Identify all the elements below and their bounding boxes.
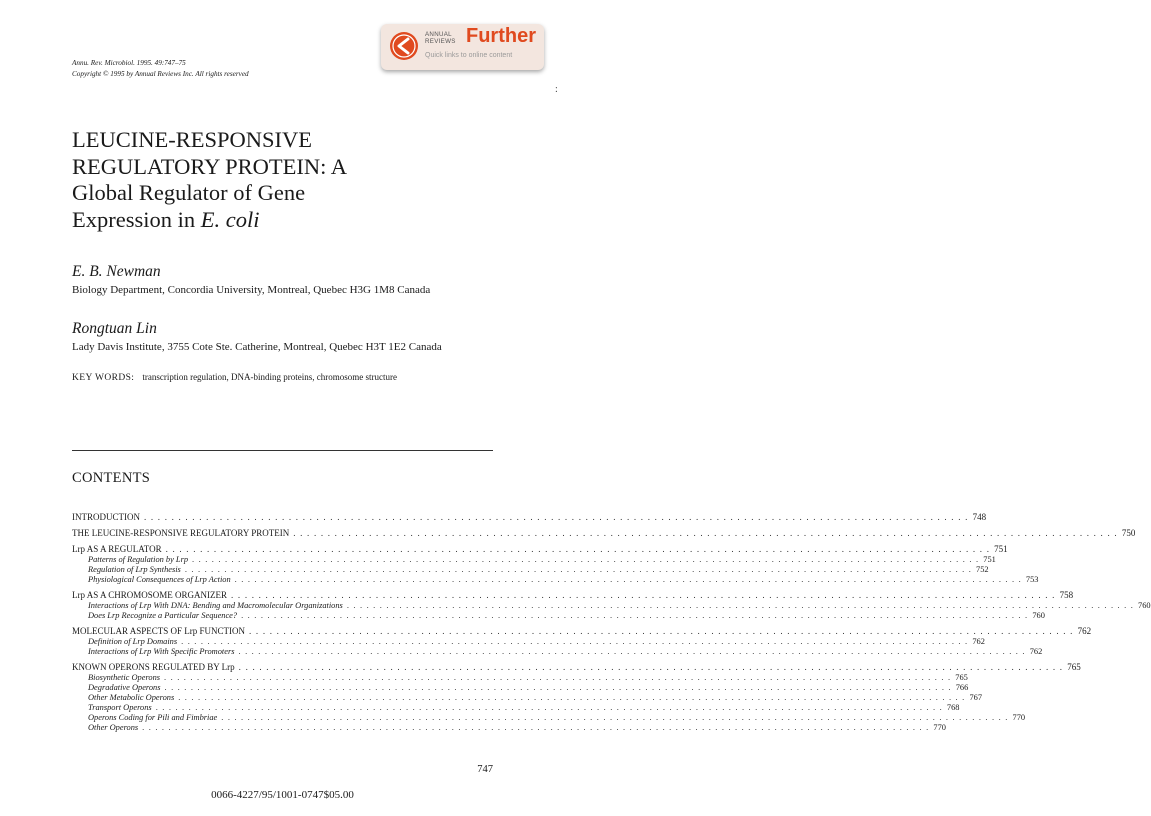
toc-subentry — [72, 555, 996, 565]
journal-reference — [72, 58, 249, 79]
toc-entry-title: MOLECULAR ASPECTS OF Lrp FUNCTION — [72, 626, 246, 636]
section-divider — [72, 450, 493, 451]
toc-subentry — [72, 713, 1026, 723]
toc-group — [72, 590, 1151, 621]
toc-entry-page: 760 — [1032, 611, 1045, 620]
toc-group — [72, 662, 1081, 733]
toc-entry-title: KNOWN OPERONS REGULATED BY Lrp — [72, 662, 235, 672]
toc-entry-page: 766 — [955, 683, 969, 692]
toc-group — [72, 626, 1092, 657]
toc-entry-page: 748 — [972, 512, 987, 522]
toc-subentry — [72, 647, 1043, 657]
toc-entry — [72, 626, 1092, 637]
author-name-2: Rongtuan Lin — [72, 320, 157, 337]
toc-entry — [72, 512, 987, 523]
toc-group — [72, 512, 987, 523]
badge-subtitle: Quick links to online content — [425, 52, 513, 59]
toc-subentry — [72, 673, 968, 683]
toc-entry-title: Interactions of Lrp With Specific Promoters — [88, 647, 235, 656]
toc-entry-page: 762 — [1077, 626, 1092, 636]
toc-entry-page: 751 — [994, 544, 1008, 554]
toc-leader-dots: . . . . . . . . . . . . . . . . . . . . . . . . . . . . . . . . . . . . . . . . . . . . . . . . . . . . . . . . . . . . . . . . . . . . . . . . . . . . . . . . . . . . . . . . . . . . . . . . . . . . . . . . . . . . . . . . . . . . . . . . — [221, 713, 1009, 722]
annual-reviews-wordmark — [425, 31, 456, 45]
toc-entry — [72, 590, 1074, 601]
toc-subentry — [72, 693, 982, 703]
toc-entry-page: 760 — [1138, 601, 1151, 610]
toc-entry-title: Lrp AS A CHROMOSOME ORGANIZER — [72, 590, 228, 600]
annual-reviews-further-badge[interactable] — [381, 24, 544, 70]
toc-entry-page: 765 — [1067, 662, 1081, 672]
toc-entry-title: Definition of Lrp Domains — [88, 637, 178, 646]
toc-entry-title: Other Operons — [88, 723, 139, 732]
contents-heading: CONTENTS — [72, 470, 151, 486]
toc-entry-page: 770 — [933, 723, 946, 732]
toc-leader-dots: . . . . . . . . . . . . . . . . . . . . . . . . . . . . . . . . . . . . . . . . . . . . . . . . . . . . . . . . . . . . . . . . . . . . . . . . . . . . . . . . . . . . . . . . . . . . . . . . . . . . . . . . . . . . . . . . . . . . . . . . — [164, 683, 952, 692]
title-line-4-prefix: Expression in — [72, 206, 201, 232]
toc-entry-page: 762 — [1029, 647, 1043, 656]
toc-subentry — [72, 723, 946, 733]
keywords-label: KEY WORDS: — [72, 373, 135, 383]
toc-entry-page: 770 — [1012, 713, 1026, 722]
toc-entry-page: 751 — [983, 555, 996, 564]
title-line-1: LEUCINE-RESPONSIVE — [72, 127, 312, 152]
toc-leader-dots: . . . . . . . . . . . . . . . . . . . . . . . . . . . . . . . . . . . . . . . . . . . . . . . . . . . . . . . . . . . . . . . . . . . . . . . . . . . . . . . . . . . . . . . . . . . . . . . . . . . . . . . . . . . . . . . . . . . . . . . . — [231, 590, 1056, 600]
toc-entry-page: 762 — [972, 637, 985, 646]
badge-further-text: Further — [466, 25, 536, 47]
toc-entry-page: 767 — [969, 693, 982, 702]
toc-leader-dots: . . . . . . . . . . . . . . . . . . . . . . . . . . . . . . . . . . . . . . . . . . . . . . . . . . . . . . . . . . . . . . . . . . . . . . . . . . . . . . . . . . . . . . . . . . . . . . . . . . . . . . . . . . . . . . . . . . . . . . . . — [181, 637, 969, 646]
toc-leader-dots: . . . . . . . . . . . . . . . . . . . . . . . . . . . . . . . . . . . . . . . . . . . . . . . . . . . . . . . . . . . . . . . . . . . . . . . . . . . . . . . . . . . . . . . . . . . . . . . . . . . . . . . . . . . . . . . . . . . . . . . . — [238, 662, 1064, 672]
journal-citation: Annu. Rev. Microbiol. 1995. 49:747–75 — [72, 59, 186, 67]
toc-subentry — [72, 575, 1039, 585]
toc-entry — [72, 528, 1136, 539]
toc-group — [72, 528, 1136, 539]
author-name-1: E. B. Newman — [72, 263, 161, 280]
title-line-4 — [72, 207, 347, 234]
toc-entry-title: Other Metabolic Operons — [88, 693, 175, 702]
badge-reviews-text: REVIEWS — [425, 38, 456, 45]
toc-leader-dots: . . . . . . . . . . . . . . . . . . . . . . . . . . . . . . . . . . . . . . . . . . . . . . . . . . . . . . . . . . . . . . . . . . . . . . . . . . . . . . . . . . . . . . . . . . . . . . . . . . . . . . . . . . . . . . . . . . . . . . . . — [293, 528, 1118, 538]
footer-code: 0066-4227/95/1001-0747$05.00 — [211, 789, 354, 801]
toc-group — [72, 544, 1039, 585]
toc-entry-title: Does Lrp Recognize a Particular Sequence? — [88, 611, 238, 620]
toc-entry-page: 768 — [946, 703, 960, 712]
toc-entry — [72, 544, 1008, 555]
toc-subentry — [72, 565, 989, 575]
toc-leader-dots: . . . . . . . . . . . . . . . . . . . . . . . . . . . . . . . . . . . . . . . . . . . . . . . . . . . . . . . . . . . . . . . . . . . . . . . . . . . . . . . . . . . . . . . . . . . . . . . . . . . . . . . . . . . . . . . . . . . . . . . . — [241, 611, 1029, 620]
toc-entry-title: Physiological Consequences of Lrp Action — [88, 575, 231, 584]
toc-leader-dots: . . . . . . . . . . . . . . . . . . . . . . . . . . . . . . . . . . . . . . . . . . . . . . . . . . . . . . . . . . . . . . . . . . . . . . . . . . . . . . . . . . . . . . . . . . . . . . . . . . . . . . . . . . . . . . . . . . . . . . . . — [346, 601, 1135, 610]
toc-entry-title: Transport Operons — [88, 703, 152, 712]
toc-entry — [72, 662, 1081, 673]
toc-entry-title: THE LEUCINE-RESPONSIVE REGULATORY PROTEIN — [72, 528, 290, 538]
badge-annual-text: ANNUAL — [425, 31, 452, 38]
toc-entry-title: Degradative Operons — [88, 683, 161, 692]
toc-subentry — [72, 611, 1045, 621]
toc-subentry — [72, 637, 985, 647]
toc-subentry — [72, 683, 969, 693]
edge-mark: : — [555, 84, 558, 95]
toc-leader-dots: . . . . . . . . . . . . . . . . . . . . . . . . . . . . . . . . . . . . . . . . . . . . . . . . . . . . . . . . . . . . . . . . . . . . . . . . . . . . . . . . . . . . . . . . . . . . . . . . . . . . . . . . . . . . . . . . . . . . . . . . — [238, 647, 1026, 656]
article-title — [72, 127, 347, 233]
journal-copyright: Copyright © 1995 by Annual Reviews Inc. All rights reserved — [72, 69, 249, 78]
toc-entry-page: 753 — [1025, 575, 1039, 584]
play-arrow-circle-icon — [390, 32, 418, 60]
toc-leader-dots: . . . . . . . . . . . . . . . . . . . . . . . . . . . . . . . . . . . . . . . . . . . . . . . . . . . . . . . . . . . . . . . . . . . . . . . . . . . . . . . . . . . . . . . . . . . . . . . . . . . . . . . . . . . . . . . . . . . . . . . . — [142, 723, 930, 732]
toc-entry-title: Operons Coding for Pili and Fimbriae — [88, 713, 218, 722]
author-affiliation-1: Biology Department, Concordia University, Montreal, Quebec H3G 1M8 Canada — [72, 284, 431, 296]
toc-entry-title: INTRODUCTION — [72, 512, 140, 522]
toc-leader-dots: . . . . . . . . . . . . . . . . . . . . . . . . . . . . . . . . . . . . . . . . . . . . . . . . . . . . . . . . . . . . . . . . . . . . . . . . . . . . . . . . . . . . . . . . . . . . . . . . . . . . . . . . . . . . . . . . . . . . . . . . — [155, 703, 943, 712]
keywords-text: transcription regulation, DNA-binding proteins, chromosome structure — [142, 372, 398, 382]
toc-leader-dots: . . . . . . . . . . . . . . . . . . . . . . . . . . . . . . . . . . . . . . . . . . . . . . . . . . . . . . . . . . . . . . . . . . . . . . . . . . . . . . . . . . . . . . . . . . . . . . . . . . . . . . . . . . . . . . . . . . . . . . . . — [192, 555, 980, 564]
toc-subentry — [72, 601, 1151, 611]
title-line-2: REGULATORY PROTEIN: A — [72, 153, 348, 179]
toc-entry-title: Regulation of Lrp Synthesis — [88, 565, 181, 574]
toc-entry-page: 758 — [1059, 590, 1074, 600]
toc-leader-dots: . . . . . . . . . . . . . . . . . . . . . . . . . . . . . . . . . . . . . . . . . . . . . . . . . . . . . . . . . . . . . . . . . . . . . . . . . . . . . . . . . . . . . . . . . . . . . . . . . . . . . . . . . . . . . . . . . . . . . . . . — [178, 693, 966, 702]
toc-entry-page: 752 — [976, 565, 989, 574]
toc-leader-dots: . . . . . . . . . . . . . . . . . . . . . . . . . . . . . . . . . . . . . . . . . . . . . . . . . . . . . . . . . . . . . . . . . . . . . . . . . . . . . . . . . . . . . . . . . . . . . . . . . . . . . . . . . . . . . . . . . . . . . . . . — [234, 575, 1022, 584]
keywords — [72, 372, 397, 383]
toc-leader-dots: . . . . . . . . . . . . . . . . . . . . . . . . . . . . . . . . . . . . . . . . . . . . . . . . . . . . . . . . . . . . . . . . . . . . . . . . . . . . . . . . . . . . . . . . . . . . . . . . . . . . . . . . . . . . . . . . . . . . . . . . — [144, 512, 969, 522]
toc-entry-title: Patterns of Regulation by Lrp — [88, 555, 189, 564]
author-affiliation-2: Lady Davis Institute, 3755 Cote Ste. Catherine, Montreal, Quebec H3T 1E2 Canada — [72, 341, 442, 353]
toc-subentry — [72, 703, 960, 713]
page-number: 747 — [477, 764, 493, 775]
title-organism: E. coli — [200, 206, 260, 232]
toc-leader-dots: . . . . . . . . . . . . . . . . . . . . . . . . . . . . . . . . . . . . . . . . . . . . . . . . . . . . . . . . . . . . . . . . . . . . . . . . . . . . . . . . . . . . . . . . . . . . . . . . . . . . . . . . . . . . . . . . . . . . . . . . — [184, 565, 973, 574]
toc-entry-page: 765 — [955, 673, 968, 682]
toc-leader-dots: . . . . . . . . . . . . . . . . . . . . . . . . . . . . . . . . . . . . . . . . . . . . . . . . . . . . . . . . . . . . . . . . . . . . . . . . . . . . . . . . . . . . . . . . . . . . . . . . . . . . . . . . . . . . . . . . . . . . . . . . — [165, 544, 991, 554]
toc-entry-title: Lrp AS A REGULATOR — [72, 544, 162, 554]
title-line-3: Global Regulator of Gene — [72, 180, 306, 205]
toc-entry-page: 750 — [1121, 528, 1136, 538]
toc-leader-dots: . . . . . . . . . . . . . . . . . . . . . . . . . . . . . . . . . . . . . . . . . . . . . . . . . . . . . . . . . . . . . . . . . . . . . . . . . . . . . . . . . . . . . . . . . . . . . . . . . . . . . . . . . . . . . . . . . . . . . . . . — [164, 673, 952, 682]
table-of-contents — [72, 512, 1151, 738]
toc-entry-title: Interactions of Lrp With DNA: Bending and Macromolecular Organizations — [88, 601, 343, 610]
toc-leader-dots: . . . . . . . . . . . . . . . . . . . . . . . . . . . . . . . . . . . . . . . . . . . . . . . . . . . . . . . . . . . . . . . . . . . . . . . . . . . . . . . . . . . . . . . . . . . . . . . . . . . . . . . . . . . . . . . . . . . . . . . . — [249, 626, 1074, 636]
toc-entry-title: Biosynthetic Operons — [88, 673, 161, 682]
